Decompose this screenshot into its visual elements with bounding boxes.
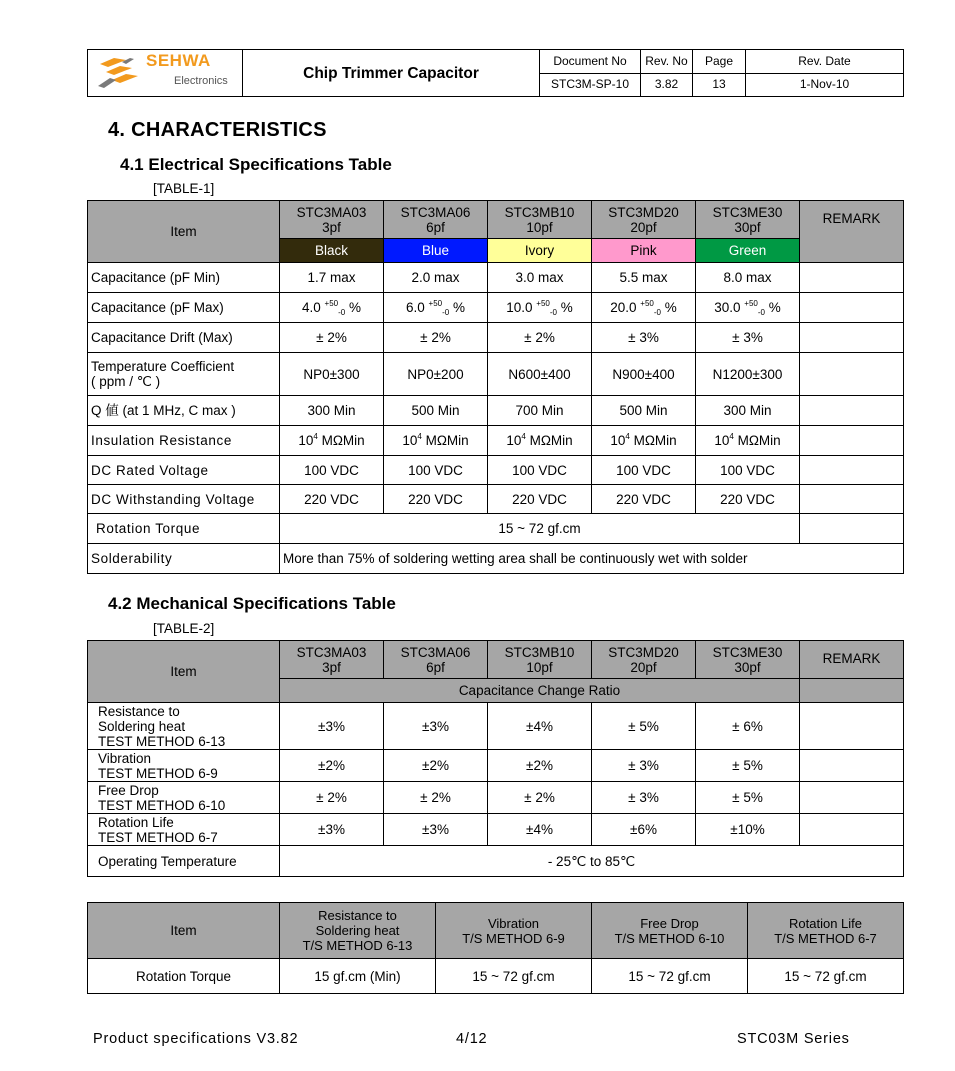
table-cell: 220 VDC	[384, 485, 488, 514]
table-row	[88, 293, 904, 323]
table-cell: ± 2%	[384, 323, 488, 353]
table-cell: 300 Min	[696, 396, 800, 426]
header-value-rev-date: 1-Nov-10	[746, 73, 904, 97]
remark-cell	[800, 456, 904, 485]
model-header: STC3MA03 3pf	[280, 201, 384, 239]
table-cell: 10.0 $^{+50}_{-0}$ %	[488, 293, 592, 323]
table-row	[88, 544, 904, 574]
table-cell: 500 Min	[384, 396, 488, 426]
header-label-document-no: Document No	[540, 50, 641, 74]
table-cell: ± 5%	[592, 703, 696, 750]
table-cell: 15 ~ 72 gf.cm	[436, 959, 592, 994]
table-cell: ± 5%	[696, 782, 800, 814]
table-cell: 220 VDC	[488, 485, 592, 514]
table-cell: 8.0 max	[696, 263, 800, 293]
color-code-cell: Green	[696, 239, 800, 263]
model-header: STC3MD20 20pf	[592, 201, 696, 239]
table-row	[88, 959, 904, 994]
table-row	[88, 263, 904, 293]
logo-cell	[88, 50, 243, 97]
row-label: DC Rated Voltage	[88, 456, 280, 485]
remark-header: REMARK	[800, 201, 904, 263]
footer-right: STC03M Series	[737, 1031, 850, 1047]
remark-cell	[800, 263, 904, 293]
table-row	[88, 323, 904, 353]
table-cell: $10^4$ MΩMin	[280, 426, 384, 456]
table-cell: $10^4$ MΩMin	[488, 426, 592, 456]
table-cell: 700 Min	[488, 396, 592, 426]
row-label: Capacitance (pF Max)	[88, 293, 280, 323]
table-cell: ±4%	[488, 814, 592, 846]
remark-cell	[800, 323, 904, 353]
color-code-cell: Blue	[384, 239, 488, 263]
row-label: Temperature Coefficient ( ppm / ℃ )	[88, 353, 280, 396]
row-label: Vibration TEST METHOD 6-9	[88, 750, 280, 782]
row-label: Q 値 (at 1 MHz, C max )	[88, 396, 280, 426]
table-cell: ± 2%	[488, 323, 592, 353]
table-cell: 4.0 $^{+50}_{-0}$ %	[280, 293, 384, 323]
row-label: Capacitance Drift (Max)	[88, 323, 280, 353]
table-cell: 3.0 max	[488, 263, 592, 293]
remark-cell	[800, 396, 904, 426]
table-cell: ±3%	[384, 814, 488, 846]
row-label: Capacitance (pF Min)	[88, 263, 280, 293]
table-cell: 30.0 $^{+50}_{-0}$ %	[696, 293, 800, 323]
row-label: Operating Temperature	[88, 846, 280, 877]
column-header: Rotation Life T/S METHOD 6-7	[748, 903, 904, 959]
table-cell: 220 VDC	[592, 485, 696, 514]
table-cell: N600±400	[488, 353, 592, 396]
table-cell: ± 5%	[696, 750, 800, 782]
item-header: Item	[88, 201, 280, 263]
mechanical-heading: 4.2 Mechanical Specifications Table	[108, 594, 396, 613]
table-cell: ± 2%	[280, 782, 384, 814]
table-cell: 500 Min	[592, 396, 696, 426]
table-cell: 15 ~ 72 gf.cm	[280, 514, 800, 544]
document-header	[87, 49, 904, 97]
table-cell: ±6%	[592, 814, 696, 846]
table-cell: 220 VDC	[696, 485, 800, 514]
color-code-cell: Ivory	[488, 239, 592, 263]
table-cell: N1200±300	[696, 353, 800, 396]
row-label: Rotation Torque	[88, 959, 280, 994]
table-cell: 2.0 max	[384, 263, 488, 293]
electrical-spec-table	[87, 200, 904, 574]
table-cell: - 25℃ to 85℃	[280, 846, 904, 877]
table-cell: ±4%	[488, 703, 592, 750]
sehwa-logo-icon	[96, 56, 140, 90]
remark-cell	[800, 353, 904, 396]
row-label: Solderability	[88, 544, 280, 574]
table-cell: $10^4$ MΩMin	[696, 426, 800, 456]
logo-wordmark: SEHWA	[146, 51, 211, 70]
remark-header-blank	[800, 679, 904, 703]
remark-cell	[800, 293, 904, 323]
model-header: STC3MB10 10pf	[488, 641, 592, 679]
color-code-cell: Black	[280, 239, 384, 263]
table-cell: 100 VDC	[592, 456, 696, 485]
table-cell: N900±400	[592, 353, 696, 396]
header-label-rev-no: Rev. No	[641, 50, 693, 74]
table-cell: ± 3%	[696, 323, 800, 353]
table-2-label: [TABLE-2]	[153, 621, 215, 636]
column-header: Resistance to Soldering heat T/S METHOD 6-13	[280, 903, 436, 959]
table-cell: 220 VDC	[280, 485, 384, 514]
table-1-label: [TABLE-1]	[153, 181, 215, 196]
table-cell: $10^4$ MΩMin	[384, 426, 488, 456]
table-cell: NP0±200	[384, 353, 488, 396]
table-cell: More than 75% of soldering wetting area shall be continuously wet with solder	[280, 544, 904, 574]
table-row	[88, 750, 904, 782]
table-row	[88, 396, 904, 426]
rotation-torque-table	[87, 902, 904, 994]
table-row	[88, 814, 904, 846]
electrical-heading: 4.1 Electrical Specifications Table	[120, 155, 392, 174]
table-cell: 300 Min	[280, 396, 384, 426]
header-label-page: Page	[693, 50, 746, 74]
table-cell: 100 VDC	[384, 456, 488, 485]
table-cell: $10^4$ MΩMin	[592, 426, 696, 456]
mechanical-spec-table	[87, 640, 904, 877]
table-cell: ±3%	[384, 703, 488, 750]
remark-cell	[800, 426, 904, 456]
table-cell: 100 VDC	[280, 456, 384, 485]
table-row	[88, 846, 904, 877]
model-header: STC3MD20 20pf	[592, 641, 696, 679]
table-cell: 5.5 max	[592, 263, 696, 293]
model-header: STC3ME30 30pf	[696, 201, 800, 239]
row-label: Insulation Resistance	[88, 426, 280, 456]
table-cell: ± 3%	[592, 750, 696, 782]
item-header: Item	[88, 641, 280, 703]
table-cell: NP0±300	[280, 353, 384, 396]
row-label: DC Withstanding Voltage	[88, 485, 280, 514]
table-cell: 15 gf.cm (Min)	[280, 959, 436, 994]
table-cell: ±3%	[280, 814, 384, 846]
header-label-rev-date: Rev. Date	[746, 50, 904, 74]
remark-cell	[800, 782, 904, 814]
model-header: STC3MA06 6pf	[384, 201, 488, 239]
table-row	[88, 426, 904, 456]
model-header: STC3ME30 30pf	[696, 641, 800, 679]
table-cell: 15 ~ 72 gf.cm	[592, 959, 748, 994]
table-cell: ± 2%	[488, 782, 592, 814]
table-row	[88, 353, 904, 396]
header-value-page: 13	[693, 73, 746, 97]
column-header: Free Drop T/S METHOD 6-10	[592, 903, 748, 959]
table-cell: ±3%	[280, 703, 384, 750]
table-row	[88, 703, 904, 750]
model-header: STC3MA06 6pf	[384, 641, 488, 679]
table-row	[88, 782, 904, 814]
table-cell: ±2%	[384, 750, 488, 782]
footer-left: Product specifications V3.82	[93, 1031, 299, 1047]
remark-cell	[800, 750, 904, 782]
header-value-rev-no: 3.82	[641, 73, 693, 97]
remark-cell	[800, 485, 904, 514]
sehwa-logo	[88, 50, 242, 96]
table-cell: ±2%	[488, 750, 592, 782]
table-cell: ± 6%	[696, 703, 800, 750]
table-cell: ±10%	[696, 814, 800, 846]
remark-cell	[800, 514, 904, 544]
table-cell: 15 ~ 72 gf.cm	[748, 959, 904, 994]
table-cell: 100 VDC	[488, 456, 592, 485]
table-cell: ±2%	[280, 750, 384, 782]
footer-page: 4/12	[456, 1031, 488, 1047]
item-header: Item	[88, 903, 280, 959]
sub-header: Capacitance Change Ratio	[280, 679, 800, 703]
row-label: Free Drop TEST METHOD 6-10	[88, 782, 280, 814]
model-header: STC3MB10 10pf	[488, 201, 592, 239]
table-cell: ± 2%	[280, 323, 384, 353]
color-code-cell: Pink	[592, 239, 696, 263]
header-value-document-no: STC3M-SP-10	[540, 73, 641, 97]
table-row	[88, 514, 904, 544]
table-cell: ± 3%	[592, 782, 696, 814]
table-cell: 100 VDC	[696, 456, 800, 485]
table-row	[88, 485, 904, 514]
table-row	[88, 456, 904, 485]
remark-cell	[800, 814, 904, 846]
remark-header: REMARK	[800, 641, 904, 679]
row-label: Rotation Torque	[88, 514, 280, 544]
document-title: Chip Trimmer Capacitor	[243, 50, 540, 97]
logo-subtitle: Electronics	[174, 75, 228, 87]
table-cell: 6.0 $^{+50}_{-0}$ %	[384, 293, 488, 323]
table-cell: ± 2%	[384, 782, 488, 814]
table-cell: ± 3%	[592, 323, 696, 353]
remark-cell	[800, 703, 904, 750]
section-title: 4. CHARACTERISTICS	[108, 119, 327, 141]
table-cell: 20.0 $^{+50}_{-0}$ %	[592, 293, 696, 323]
row-label: Rotation Life TEST METHOD 6-7	[88, 814, 280, 846]
column-header: Vibration T/S METHOD 6-9	[436, 903, 592, 959]
model-header: STC3MA03 3pf	[280, 641, 384, 679]
table-cell: 1.7 max	[280, 263, 384, 293]
row-label: Resistance to Soldering heat TEST METHOD 6-13	[88, 703, 280, 750]
